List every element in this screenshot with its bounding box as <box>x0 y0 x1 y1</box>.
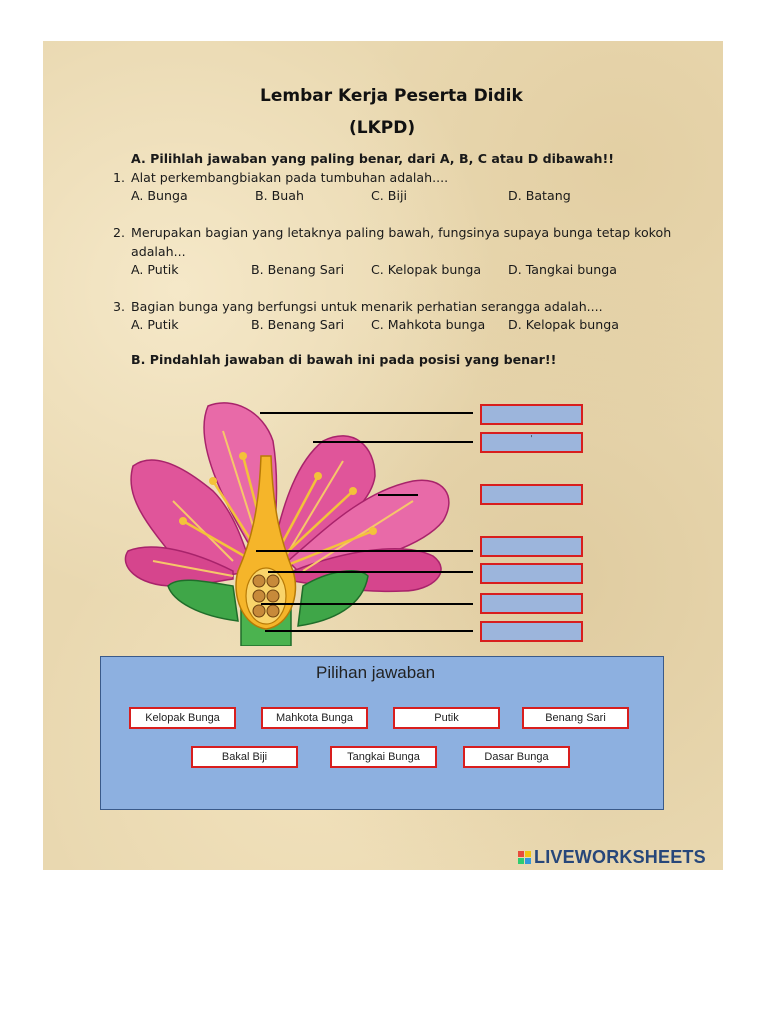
answer-slot-1[interactable] <box>480 404 583 425</box>
option-b[interactable]: B. Buah <box>255 188 304 203</box>
choice-tangkai-bunga[interactable]: Tangkai Bunga <box>330 746 437 768</box>
question-number: 3. <box>113 299 126 314</box>
logo-icon <box>518 851 531 864</box>
choice-benang-sari[interactable]: Benang Sari <box>522 707 629 729</box>
option-b[interactable]: B. Benang Sari <box>251 317 345 332</box>
option-c[interactable]: C. Kelopak bunga <box>371 262 482 277</box>
option-a[interactable]: A. Putik <box>131 317 179 332</box>
choice-kelopak-bunga[interactable]: Kelopak Bunga <box>129 707 236 729</box>
flower-diagram <box>113 381 673 646</box>
answer-slot-3[interactable] <box>480 484 583 505</box>
choice-putik[interactable]: Putik <box>393 707 500 729</box>
answer-slot-7[interactable] <box>480 621 583 642</box>
option-b[interactable]: B. Benang Sari <box>251 262 345 277</box>
question-number: 2. <box>113 225 126 240</box>
section-b-instruction: B. Pindahlah jawaban di bawah ini pada posisi yang benar!! <box>131 352 557 367</box>
choice-bakal-biji[interactable]: Bakal Biji <box>191 746 298 768</box>
option-d[interactable]: D. Kelopak bunga <box>508 317 619 332</box>
option-d[interactable]: D. Batang <box>508 188 571 203</box>
choices-title: Pilihan jawaban <box>316 663 436 682</box>
question-number: 1. <box>113 170 126 185</box>
option-c[interactable]: C. Mahkota bunga <box>371 317 486 332</box>
option-c[interactable]: C. Biji <box>371 188 407 203</box>
answer-slot-2[interactable] <box>480 432 583 453</box>
choice-mahkota-bunga[interactable]: Mahkota Bunga <box>261 707 368 729</box>
answer-slot-mark: ' <box>530 434 533 443</box>
liveworksheets-logo[interactable] <box>518 847 706 868</box>
answer-slot-6[interactable] <box>480 593 583 614</box>
option-a[interactable]: A. Bunga <box>131 188 188 203</box>
answer-slot-4[interactable] <box>480 536 583 557</box>
question-text: Bagian bunga yang berfungsi untuk menarik perhatian serangga adalah.... <box>131 299 603 314</box>
option-a[interactable]: A. Putik <box>131 262 179 277</box>
answer-choices-panel <box>100 656 664 810</box>
question-text: Merupakan bagian yang letaknya paling bawah, fungsinya supaya bunga tetap kokoh <box>131 225 672 240</box>
answer-slot-5[interactable] <box>480 563 583 584</box>
section-a-instruction: A. Pilihlah jawaban yang paling benar, dari A, B, C atau D dibawah!! <box>131 151 615 166</box>
page-subtitle: (LKPD) <box>349 118 416 138</box>
choice-dasar-bunga[interactable]: Dasar Bunga <box>463 746 570 768</box>
page-title: Lembar Kerja Peserta Didik <box>260 86 523 106</box>
question-text: Alat perkembangbiakan pada tumbuhan adalah.... <box>131 170 449 185</box>
brand-name: LIVEWORKSHEETS <box>534 847 706 867</box>
worksheet-page <box>43 41 723 870</box>
question-text-continued: adalah... <box>131 244 186 259</box>
option-d[interactable]: D. Tangkai bunga <box>508 262 617 277</box>
